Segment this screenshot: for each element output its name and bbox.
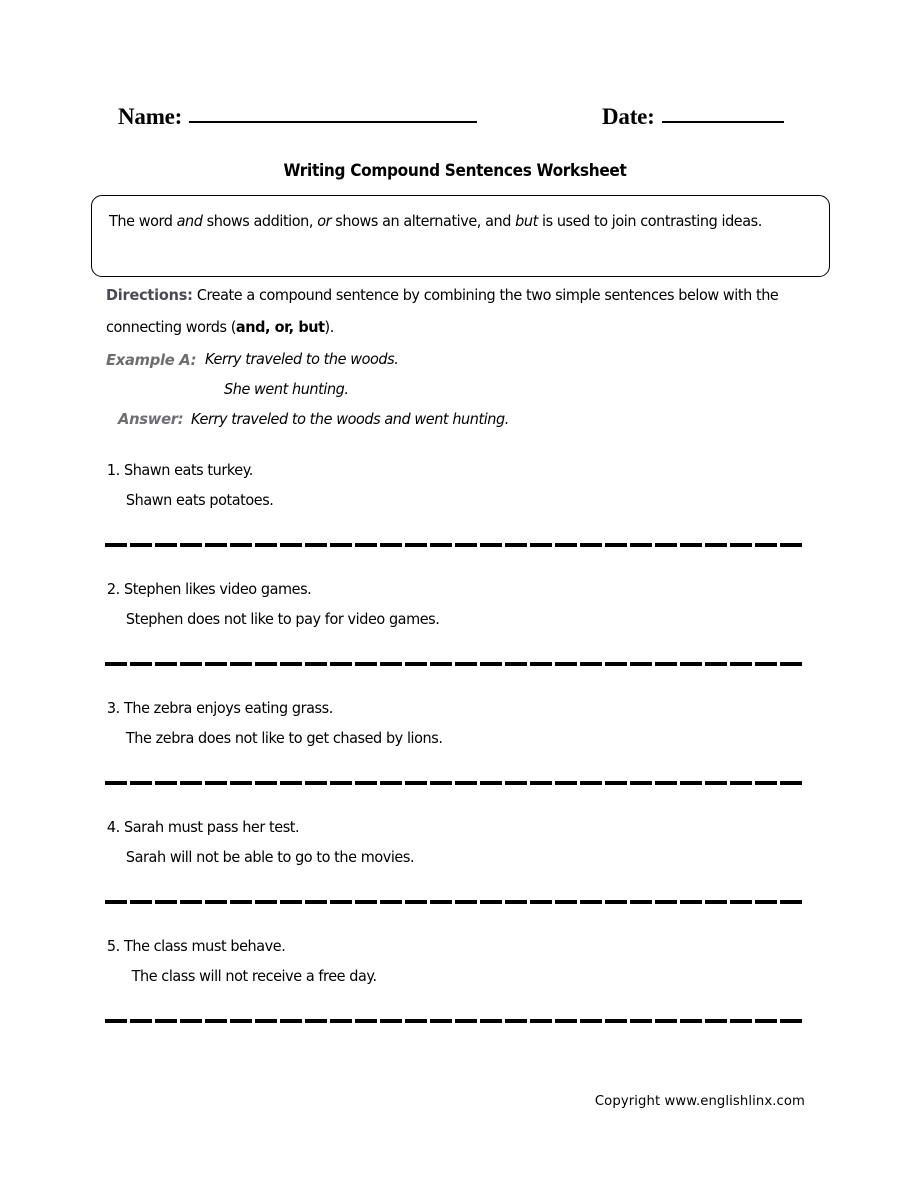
question-5-line-2: The class will not receive a free day. [131,967,377,985]
date-label: Date: [602,104,655,129]
question-3-line-1: 3. The zebra enjoys eating grass. [106,699,333,717]
info-text-part-3: shows an alternative, and [331,212,516,230]
name-blank-line[interactable] [189,105,477,123]
name-label: Name: [118,104,183,129]
date-blank-line[interactable] [662,105,784,123]
question-4-line-2: Sarah will not be able to go to the movies. [125,848,415,866]
date-field-group [602,104,784,130]
info-text-part-2: shows addition, [202,212,318,230]
copyright-footer: Copyright www.englishlinx.com [594,1094,805,1109]
question-1-line-2: Shawn eats potatoes. [125,491,274,509]
example-answer-sentence: Kerry traveled to the woods and went hunting. [191,410,510,428]
example-answer-line [106,410,826,440]
question-3-line-2: The zebra does not like to get chased by lions. [125,729,443,747]
answer-line-5[interactable] [105,1019,805,1023]
example-sentence-1: Kerry traveled to the woods. [205,350,399,368]
question-item-5 [105,931,815,1050]
directions-text-a: Create a compound sentence by combining the two simple sentences below with the connecting words ( [106,286,779,336]
question-5-line-1: 5. The class must behave. [106,937,286,955]
info-emphasis-but: but [515,212,538,230]
page-title: Writing Compound Sentences Worksheet [283,161,627,180]
example-line-b [106,380,826,410]
question-1-line-1: 1. Shawn eats turkey. [106,461,253,479]
questions-list [105,455,815,1050]
answer-line-2[interactable] [105,662,805,666]
answer-line-4[interactable] [105,900,805,904]
answer-line-3[interactable] [105,781,805,785]
example-sentence-2: She went hunting. [224,380,349,398]
name-field-group [118,104,477,130]
question-4-line-1: 4. Sarah must pass her test. [106,818,300,836]
example-block [106,350,826,440]
info-text-part-1: The word [109,212,177,230]
directions-text-b: ). [324,318,334,336]
question-item-4 [105,812,815,931]
header-row [110,104,810,136]
question-2-line-2: Stephen does not like to pay for video games. [125,610,440,628]
info-box [91,195,830,277]
info-emphasis-and: and [176,212,203,230]
example-line-a [106,350,826,380]
info-emphasis-or: or [317,212,332,230]
example-a-label: Example A: [106,351,197,369]
info-text-part-4: is used to join [537,212,637,230]
directions-connectors: and, or, but [235,318,325,336]
question-item-2 [105,574,815,693]
info-box-text [109,205,774,238]
directions-label: Directions: [106,286,193,304]
question-item-3 [105,693,815,812]
directions-block [106,279,790,343]
question-2-line-1: 2. Stephen likes video games. [106,580,312,598]
info-text-line-2: contrasting ideas. [640,212,762,230]
question-item-1 [105,455,815,574]
answer-line-1[interactable] [105,543,805,547]
answer-label: Answer: [118,410,184,428]
